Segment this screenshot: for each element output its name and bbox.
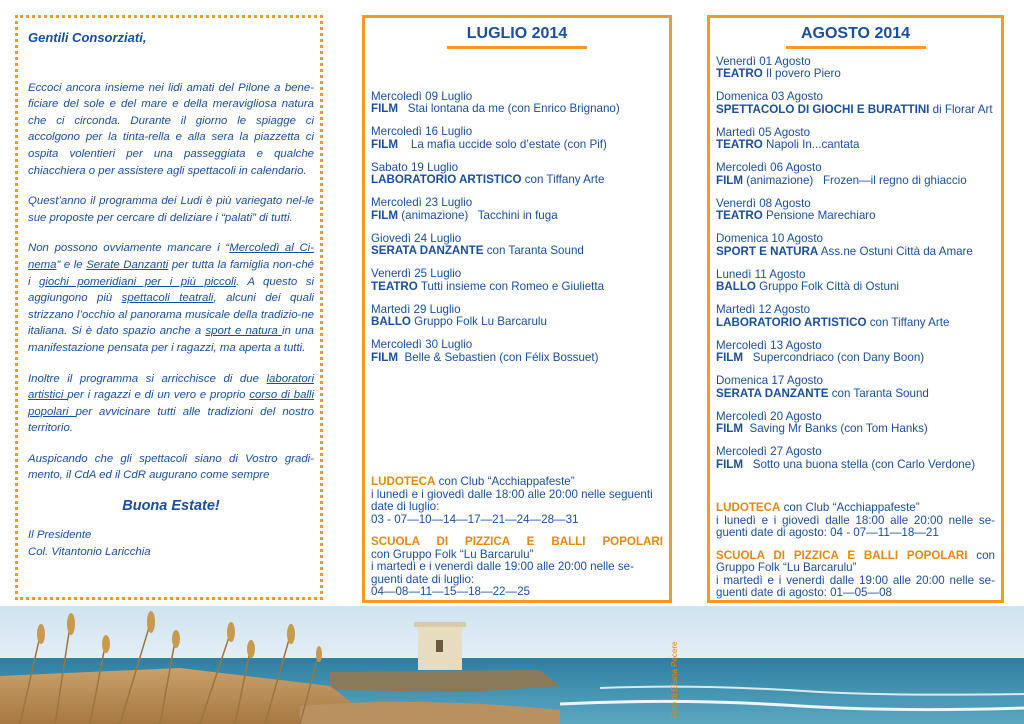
ludoteca-dates: 03 - 07—10—14—17—21—24—28—31 <box>371 512 579 526</box>
event-item <box>716 127 995 152</box>
scuola-group: con Gruppo Folk “Lu Barcarulu” <box>716 548 995 574</box>
event-date: Mercoledì 16 Luglio <box>371 125 473 138</box>
event-description: Tutti insieme con Romeo e Giulietta <box>417 279 605 293</box>
event-detail <box>371 245 663 258</box>
event-detail <box>716 246 995 259</box>
ludoteca-text: i lunedì e i giovedì dalle 18:00 alle 20:00 nelle seguenti date di luglio: <box>371 487 653 513</box>
text: ” e le <box>56 258 87 271</box>
event-type: TEATRO <box>371 279 418 293</box>
beach-illustration <box>0 606 1024 724</box>
event-type: LABORATORIO ARTISTICO <box>371 173 522 186</box>
event-description: di Florar Art <box>929 102 993 116</box>
event-description: (animazione) Frozen—il regno di ghiaccio <box>743 173 967 187</box>
letter-closing: Buona Estate! <box>122 498 220 515</box>
text: in una manifestazione pensata per i ragazzi, ma aperta a tutti. <box>28 325 315 354</box>
event-detail <box>371 139 663 152</box>
event-date: Venerdì 01 Agosto <box>716 54 811 68</box>
event-type: SPETTACOLO DI GIOCHI E BURATTINI <box>716 102 930 116</box>
underlined-text: spettacoli teatrali <box>121 292 214 305</box>
event-item <box>716 375 995 400</box>
event-detail <box>716 139 995 152</box>
event-date: Martedì 05 Agosto <box>716 125 811 139</box>
event-description: La mafia uccide solo d’estate (con Pif) <box>398 137 607 151</box>
text: Inoltre il programma si arricchisce di due <box>28 372 267 385</box>
event-item <box>371 339 663 364</box>
event-detail <box>716 68 995 81</box>
letter-paragraph-5: Auspicando che gli spettacoli siano di Vostro gradi-mento, il CdA ed il CdR augurano come sempre <box>28 452 314 482</box>
event-description: con Taranta Sound <box>828 386 929 400</box>
event-detail <box>371 210 663 223</box>
text: per i ragazzi e di un vero e proprio <box>67 389 250 402</box>
event-detail <box>716 352 995 365</box>
event-item <box>716 91 995 116</box>
event-item <box>716 56 995 81</box>
event-item <box>371 304 663 329</box>
scuola-text: i martedì e i venerdì dalle 19:00 alle 20:00 nelle se-guenti date di luglio: <box>371 560 634 586</box>
event-description: Napoli In...cantata <box>762 138 860 151</box>
text: per tutta la famiglia non-ché i <box>28 258 314 288</box>
luglio-panel <box>362 15 672 603</box>
event-type: FILM <box>716 457 744 471</box>
event-date: Martedì 12 Agosto <box>716 303 811 316</box>
event-item <box>371 162 663 187</box>
letter-paragraph-2: Quest’anno il programma dei Ludi è più variegato nel-le sue proposte per cercare di deliziare i “palati” di tutti. <box>28 195 314 224</box>
event-detail <box>716 388 995 401</box>
event-date: Mercoledì 13 Agosto <box>716 338 822 352</box>
event-item <box>716 340 995 365</box>
event-type: SERATA DANZANTE <box>371 244 484 257</box>
letter-greeting: Gentili Consorziati, <box>28 30 147 45</box>
text: . A questo si aggiungono più <box>28 275 314 305</box>
luglio-title: LUGLIO 2014 <box>466 25 568 42</box>
event-detail <box>716 210 995 223</box>
event-detail <box>371 281 663 294</box>
event-date: Domenica 10 Agosto <box>716 232 823 245</box>
scuola-dates: 04—08—11—15—18—22—25 <box>371 585 530 598</box>
event-type: FILM <box>371 350 399 364</box>
event-type: TEATRO <box>716 209 763 222</box>
event-item <box>716 198 995 223</box>
event-type: FILM <box>716 422 744 435</box>
event-description: con Tiffany Arte <box>521 173 605 186</box>
event-date: Mercoledì 23 Luglio <box>371 196 473 209</box>
event-description: Stai lontana da me (con Enrico Brignano) <box>398 102 620 115</box>
event-detail <box>716 459 995 472</box>
event-date: Mercoledì 30 Luglio <box>371 338 473 351</box>
event-type: TEATRO <box>716 138 763 151</box>
event-date: Giovedì 24 Luglio <box>371 231 462 245</box>
event-description: Ass.ne Ostuni Città da Amare <box>818 244 973 258</box>
letter-paragraph-3 <box>28 240 314 356</box>
event-description: Belle & Sebastien (con Félix Bossuet) <box>398 350 599 364</box>
underlined-text: Mercoledì al Ci-nema <box>28 242 314 271</box>
event-item <box>716 233 995 258</box>
event-item <box>716 411 995 436</box>
event-type: SERATA DANZANTE <box>716 386 829 400</box>
beach-photo <box>0 606 1024 724</box>
event-item <box>716 304 995 329</box>
event-type: BALLO <box>716 280 756 293</box>
event-description: Pensione Marechiaro <box>762 209 876 222</box>
event-item <box>716 446 995 471</box>
scuola-text: i martedì e i venerdì dalle 19:00 alle 20:00 nelle se-guenti date di agosto: 01—05—08 <box>716 573 995 599</box>
event-description: Saving Mr Banks (con Tom Hanks) <box>743 422 928 435</box>
signature-name: Col. Vitantonio Laricchia <box>28 545 151 558</box>
event-date: Mercoledì 27 Agosto <box>716 445 822 458</box>
text: Non possono ovviamente mancare i “ <box>28 242 230 255</box>
ludoteca-heading: LUDOTECA <box>371 475 436 488</box>
title-underline <box>447 46 587 49</box>
ludoteca-club: con Club “Acchiappafeste” <box>780 501 920 514</box>
event-type: FILM <box>716 173 744 187</box>
title-underline <box>786 46 926 49</box>
event-type: LABORATORIO ARTISTICO <box>716 315 867 329</box>
event-detail <box>716 104 995 117</box>
event-date: Mercoledì 06 Agosto <box>716 161 822 174</box>
scuola-heading: SCUOLA DI PIZZICA E BALLI POPOLARI <box>716 548 968 562</box>
event-detail <box>371 103 663 116</box>
scuola-group: con Gruppo Folk “Lu Barcarulu” <box>371 547 534 561</box>
event-item <box>371 91 663 116</box>
agosto-title: AGOSTO 2014 <box>800 25 911 42</box>
event-item <box>371 268 663 293</box>
underlined-text: sport e natura <box>205 325 282 338</box>
signature-title: Il Presidente <box>28 528 92 541</box>
event-date: Venerdì 08 Agosto <box>716 196 811 210</box>
event-item <box>716 269 995 294</box>
letter-paragraph-1: Eccoci ancora insieme nei lidi amati del Pilone a bene-ficiare del sole e del mare e della meravigliosa natura che ci circonda. Durante il giorno le spiagge ci accolgono per la tinta-rella e alla sera la piazzetta ci ospita volentieri per una passeggiata e qualche chiacchiera o per assistere agli spettacoli in calendario. <box>28 81 314 177</box>
event-item <box>371 197 663 222</box>
luglio-extra <box>371 476 663 609</box>
agosto-events <box>716 56 995 472</box>
underlined-text: giochi pomeridiani per i più piccoli <box>39 275 237 288</box>
event-detail <box>371 352 663 365</box>
event-description: Sotto una buona stella (con Carlo Verdone) <box>743 457 976 471</box>
event-item <box>716 162 995 187</box>
event-date: Sabato 19 Luglio <box>371 160 459 174</box>
event-description: (animazione) Tacchini in fuga <box>398 208 558 222</box>
event-date: Mercoledì 20 Agosto <box>716 409 822 423</box>
event-date: Venerdì 25 Luglio <box>371 267 462 280</box>
credit-label: Foto di Eliana Pecere <box>670 641 679 718</box>
scuola-block <box>371 536 663 599</box>
event-description: Gruppo Folk Lu Barcarulu <box>410 315 547 328</box>
photo-credit <box>668 614 680 718</box>
ludoteca-heading: LUDOTECA <box>716 501 781 514</box>
event-type: FILM <box>371 137 399 151</box>
ludoteca-block <box>371 476 663 526</box>
event-detail <box>716 281 995 294</box>
event-item <box>371 233 663 258</box>
agosto-panel <box>707 15 1004 603</box>
event-detail <box>716 423 995 436</box>
event-description: Il povero Piero <box>762 67 841 80</box>
photo-credit-text <box>668 614 680 718</box>
event-description: con Taranta Sound <box>483 244 584 257</box>
event-item <box>371 126 663 151</box>
letter-paragraph-4 <box>28 371 314 437</box>
event-type: FILM <box>716 351 744 364</box>
text: , alcuni dei quali strizzano l’occhio al panorama musicale della tradizio-ne italiana. Si è dato spazio anche a <box>28 292 315 338</box>
event-type: TEATRO <box>716 67 763 80</box>
event-detail <box>371 174 663 187</box>
underlined-text: corso di balli popolari <box>28 389 314 418</box>
event-detail <box>716 175 995 188</box>
ludoteca-block <box>716 502 995 540</box>
luglio-events <box>371 91 663 365</box>
event-description: con Tiffany Arte <box>866 315 950 329</box>
event-type: SPORT E NATURA <box>716 244 819 258</box>
event-type: FILM <box>371 208 399 222</box>
underlined-text: laboratori artistici <box>28 372 314 402</box>
ludoteca-club: con Club “Acchiappafeste” <box>435 475 575 488</box>
scuola-block <box>716 550 995 600</box>
event-detail <box>371 316 663 329</box>
scuola-heading: SCUOLA DI PIZZICA E BALLI POPOLARI <box>371 535 663 548</box>
event-detail <box>716 317 995 330</box>
text: per avvicinare tutti alle tradizioni del nostro territorio. <box>28 405 314 435</box>
ludoteca-text: i lunedì e i giovedì dalle 18:00 alle 20:00 nelle se-guenti date di agosto: 04 - 07—11—18—21 <box>716 513 995 539</box>
event-date: Martedì 29 Luglio <box>371 302 461 316</box>
event-type: BALLO <box>371 315 411 328</box>
event-date: Domenica 17 Agosto <box>716 374 823 387</box>
event-type: FILM <box>371 102 399 115</box>
event-date: Domenica 03 Agosto <box>716 90 823 103</box>
event-description: Gruppo Folk Città di Ostuni <box>755 280 899 293</box>
agosto-extra <box>716 502 995 610</box>
event-date: Lunedì 11 Agosto <box>716 267 806 281</box>
event-date: Mercoledì 09 Luglio <box>371 89 473 103</box>
event-description: Supercondriaco (con Dany Boon) <box>743 351 925 364</box>
letter-panel <box>15 15 323 600</box>
underlined-text: Serate Danzanti <box>86 258 169 271</box>
